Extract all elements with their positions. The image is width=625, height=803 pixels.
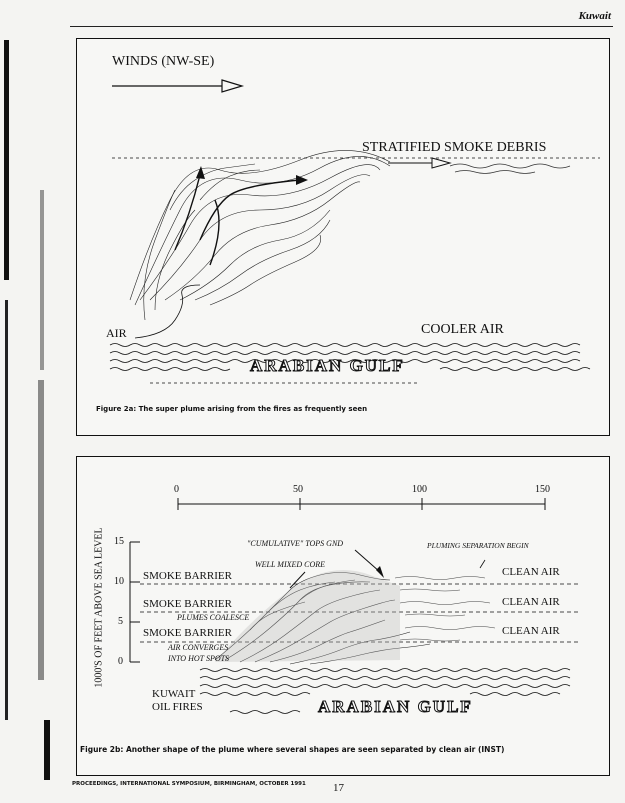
page-number: 17	[333, 782, 344, 794]
winds-label: WINDS (NW-SE)	[112, 54, 215, 69]
arabian-gulf-label-b: ARABIAN GULF	[318, 697, 473, 716]
figure-2a-caption: Figure 2a: The super plume arising from the fires as frequently seen	[96, 405, 368, 413]
y-tick-15: 15	[114, 536, 124, 547]
cooler-air-label: COOLER AIR	[421, 322, 504, 337]
cumulative-tops-label: "CUMULATIVE" TOPS GND	[247, 539, 344, 548]
plumes-coalesce-label: PLUMES COALESCE	[177, 613, 250, 622]
pluming-separation-label: PLUMING SEPARATION BEGIN	[427, 541, 529, 550]
x-tick-0: 0	[174, 484, 179, 495]
proceedings-footer: PROCEEDINGS, INTERNATIONAL SYMPOSIUM, BIRMINGHAM, OCTOBER 1991	[72, 781, 306, 787]
x-tick-150: 150	[535, 484, 550, 495]
into-hot-spots-label: INTO HOT SPOTS	[168, 654, 230, 663]
smoke-barrier-top: SMOKE BARRIER	[143, 570, 232, 582]
figure-2b-caption: Figure 2b: Another shape of the plume where several shapes are seen separated by clean air (INST)	[80, 745, 505, 754]
clean-air-top: CLEAN AIR	[502, 566, 560, 578]
oil-fires-label: OIL FIRES	[152, 701, 203, 713]
kuwait-label: KUWAIT	[152, 688, 196, 700]
x-tick-100: 100	[412, 484, 427, 495]
clean-air-bottom: CLEAN AIR	[502, 625, 560, 637]
y-axis-label: 1000'S OF FEET ABOVE SEA LEVEL	[93, 527, 105, 688]
y-tick-0: 0	[118, 656, 123, 667]
section-header: Kuwait	[578, 10, 611, 22]
smoke-barrier-middle: SMOKE BARRIER	[143, 598, 232, 610]
stratified-smoke-label: STRATIFIED SMOKE DEBRIS	[362, 140, 547, 155]
arabian-gulf-label-a: ARABIAN GULF	[250, 356, 405, 375]
air-converges-label: AIR CONVERGES	[168, 643, 229, 652]
y-tick-5: 5	[118, 616, 123, 627]
air-label: AIR	[106, 326, 127, 340]
clean-air-middle: CLEAN AIR	[502, 596, 560, 608]
y-tick-10: 10	[114, 576, 124, 587]
well-mixed-core-label: WELL MIXED CORE	[255, 560, 326, 569]
smoke-barrier-bottom: SMOKE BARRIER	[143, 627, 232, 639]
x-tick-50: 50	[293, 484, 303, 495]
